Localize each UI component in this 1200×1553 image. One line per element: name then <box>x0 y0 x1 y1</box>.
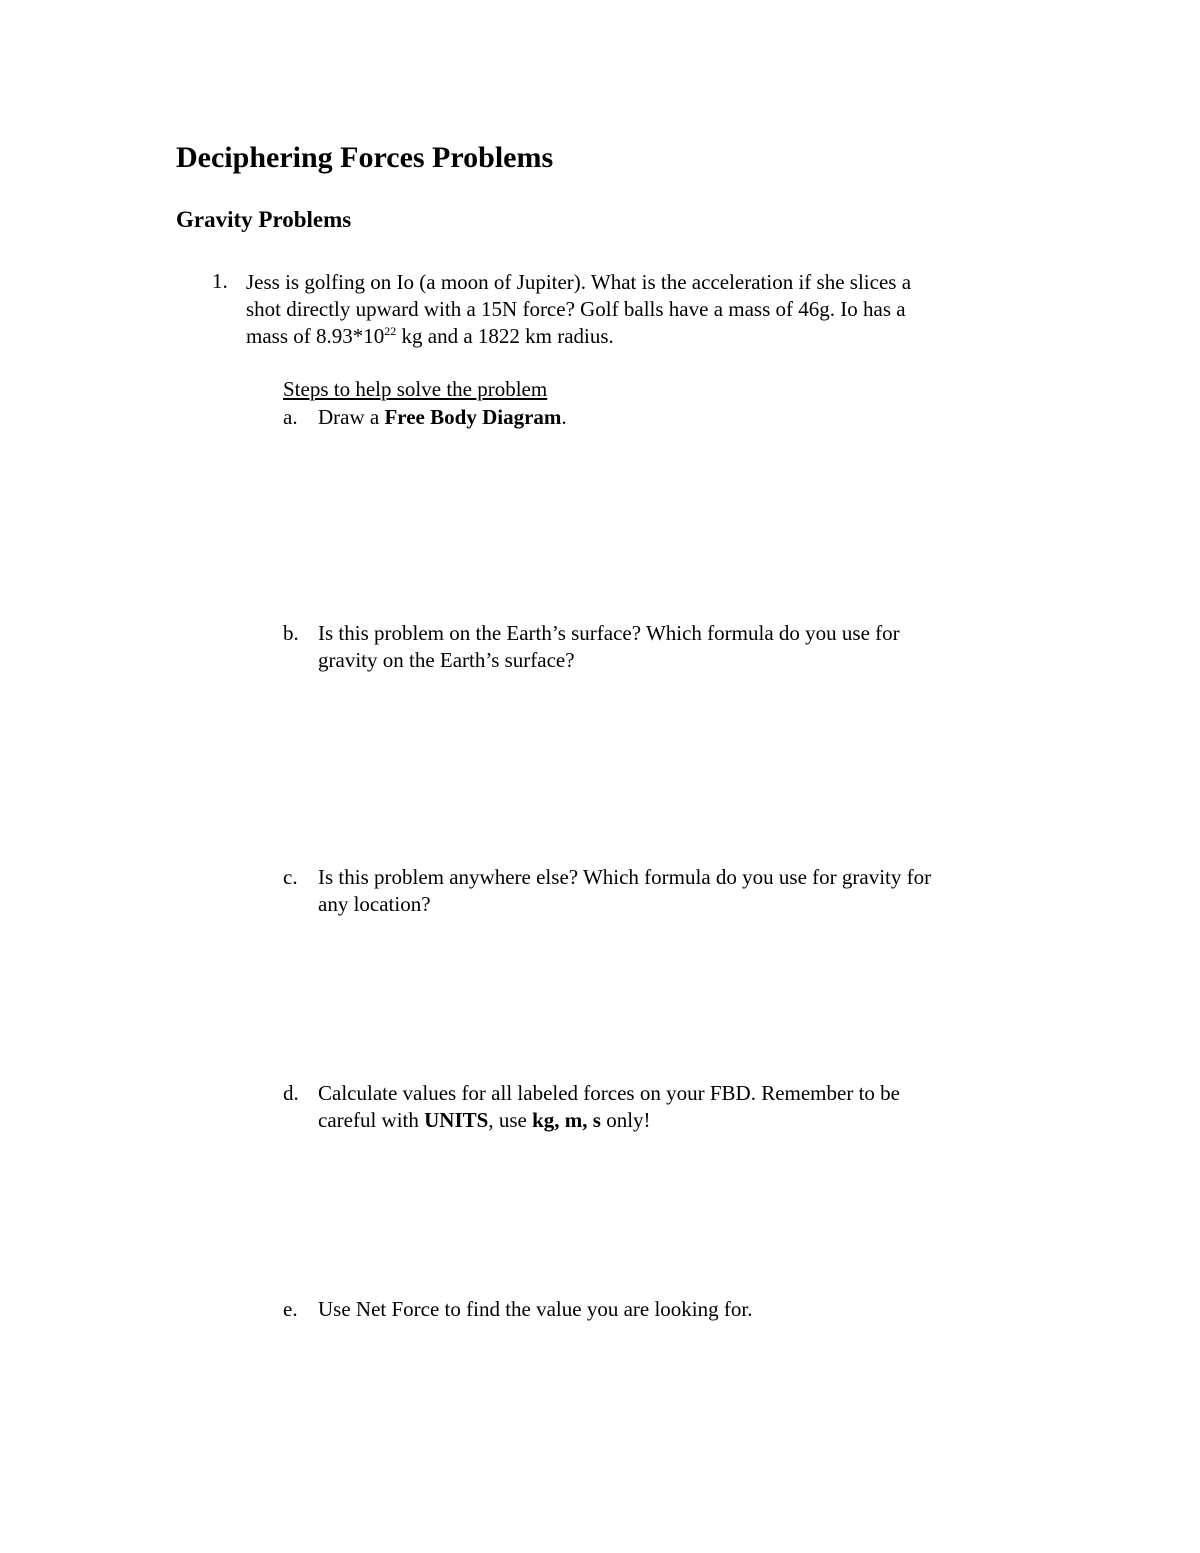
document-title: Deciphering Forces Problems <box>176 141 554 174</box>
step-text <box>318 404 1038 431</box>
section-heading: Gravity Problems <box>176 207 352 232</box>
step-a-punct: . <box>561 405 567 429</box>
step-line: gravity on the Earth’s surface? <box>318 648 575 672</box>
step-line: Is this problem on the Earth’s surface? Which formula do you use for <box>318 621 900 645</box>
step-line: Is this problem anywhere else? Which formula do you use for gravity for <box>318 865 932 889</box>
step-line <box>318 1107 1038 1134</box>
question-line: Jess is golfing on Io (a moon of Jupiter). What is the acceleration if she slices a <box>246 270 912 294</box>
step-a-text: Draw a <box>318 405 385 429</box>
step-d-bold-units: UNITS <box>424 1108 489 1132</box>
step-letter: b. <box>283 621 299 645</box>
question-line <box>246 323 1016 350</box>
step-d-bold-si: kg, m, s <box>532 1108 601 1132</box>
step-line: any location? <box>318 892 431 916</box>
step-a-bold-term: Free Body Diagram <box>384 405 562 429</box>
question-mass-suffix: kg and a 1822 km radius. <box>396 324 614 348</box>
question-number: 1. <box>212 269 228 293</box>
exponent-superscript: 22 <box>384 324 397 338</box>
step-d-text: , use <box>488 1108 533 1132</box>
step-line: Calculate values for all labeled forces on your FBD. Remember to be <box>318 1081 900 1105</box>
steps-heading: Steps to help solve the problem <box>283 377 548 401</box>
question-text <box>246 269 1016 350</box>
question-line: shot directly upward with a 15N force? Golf balls have a mass of 46g. Io has a <box>246 297 906 321</box>
step-letter: e. <box>283 1297 298 1321</box>
step-line: Use Net Force to find the value you are looking for. <box>318 1297 753 1321</box>
step-letter: c. <box>283 865 298 889</box>
step-text <box>318 864 1038 918</box>
step-text <box>318 1296 1038 1323</box>
step-text <box>318 1080 1038 1134</box>
step-d-text: only! <box>600 1108 651 1132</box>
step-d-text: careful with <box>318 1108 425 1132</box>
question-mass-prefix: mass of 8.93*10 <box>246 324 385 348</box>
step-letter: a. <box>283 405 298 429</box>
step-letter: d. <box>283 1081 299 1105</box>
step-text <box>318 620 1038 674</box>
